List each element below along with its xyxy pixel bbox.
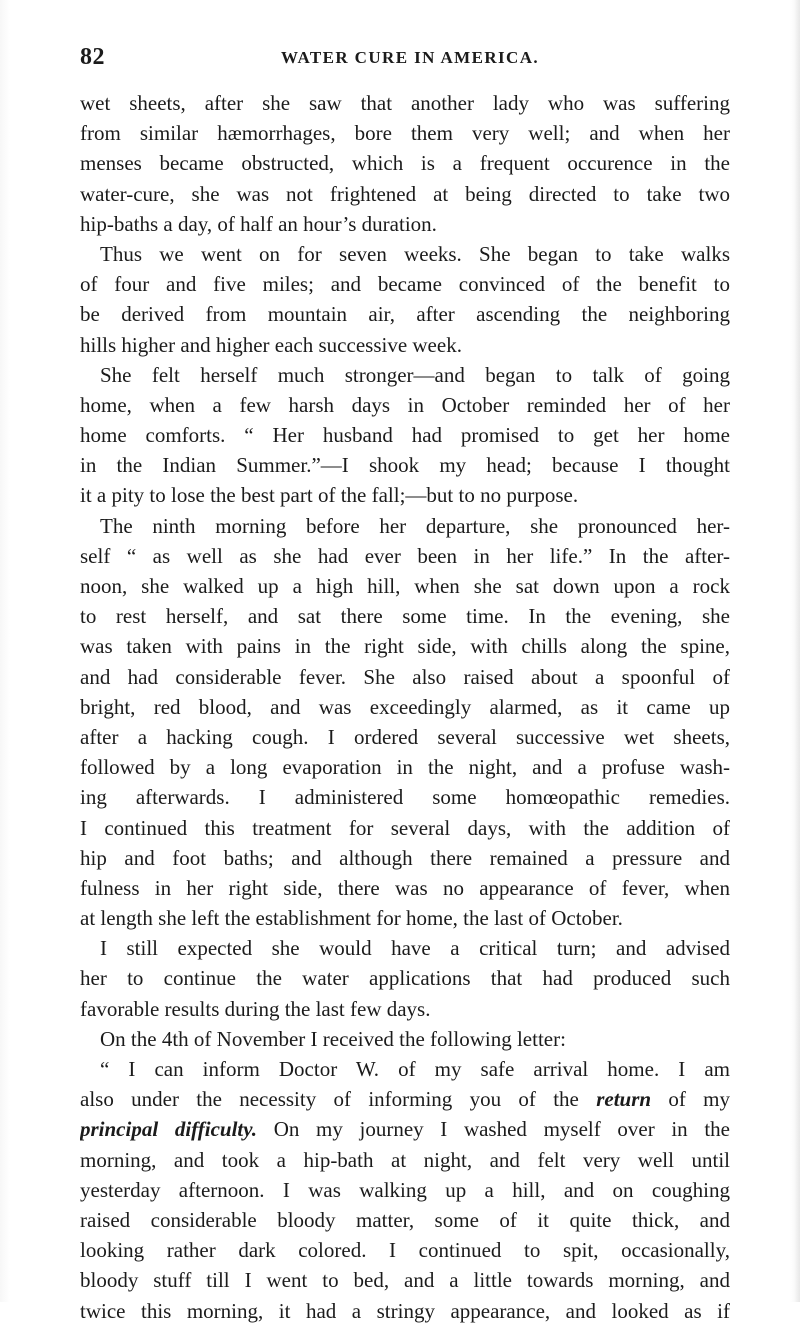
text-segment: also under the necessity of informing you of the bbox=[80, 1087, 579, 1112]
text-line: home comforts. “ Her husband had promised to get her home bbox=[80, 423, 730, 448]
text-line: I still expected she would have a critical turn; and advised bbox=[100, 936, 730, 961]
running-head: WATER CURE IN AMERICA. bbox=[280, 48, 540, 67]
text-line: The ninth morning before her departure, she pronounced her- bbox=[100, 513, 730, 538]
text-line: home, when a few harsh days in October reminded her of her bbox=[80, 392, 730, 417]
text-line: She felt herself much stronger—and began to talk of going bbox=[100, 362, 730, 387]
page-header bbox=[80, 44, 740, 74]
text-line: hip and foot baths; and although there remained a pressure and bbox=[80, 845, 730, 870]
text-line: “ I can inform Doctor W. of my safe arrival home. I am bbox=[100, 1057, 730, 1081]
text-line: morning, and took a hip-bath at night, and felt very well until bbox=[80, 1147, 730, 1172]
text-segment: On my journey I washed myself over in the bbox=[257, 1117, 730, 1142]
text-line: be derived from mountain air, after ascending the neighboring bbox=[80, 302, 730, 327]
text-line bbox=[80, 1114, 730, 1144]
text-line: favorable results during the last few days. bbox=[80, 996, 431, 1021]
text-line: to rest herself, and sat there some time. In the evening, she bbox=[80, 604, 730, 629]
text-line: fulness in her right side, there was no appearance of fever, when bbox=[80, 875, 730, 900]
text-line: from similar hæmorrhages, bore them very well; and when her bbox=[80, 121, 730, 146]
text-line: menses became obstructed, which is a frequent occurence in the bbox=[80, 151, 730, 176]
text-line: it a pity to lose the best part of the fall;—but to no purpose. bbox=[80, 483, 579, 508]
text-line: at length she left the establishment for home, the last of October. bbox=[80, 906, 623, 931]
text-line: noon, she walked up a high hill, when she sat down upon a rock bbox=[80, 574, 730, 598]
emphasized-word: return bbox=[596, 1087, 652, 1112]
text-line: On the 4th of November I received the following letter: bbox=[100, 1026, 566, 1051]
text-line: bright, red blood, and was exceedingly alarmed, as it came up bbox=[80, 694, 730, 719]
text-line: her to continue the water applications that had produced such bbox=[80, 966, 730, 991]
text-line: Thus we went on for seven weeks. She began to take walks bbox=[100, 241, 730, 266]
text-line: after a hacking cough. I ordered several successive wet sheets, bbox=[80, 724, 730, 749]
text-line: twice this morning, it had a stringy appearance, and looked as if bbox=[80, 1298, 730, 1323]
text-line: followed by a long evaporation in the night, and a profuse wash- bbox=[80, 755, 730, 780]
text-line: was taken with pains in the right side, with chills along the spine, bbox=[80, 634, 730, 659]
text-line: ing afterwards. I administered some homœopathic remedies. bbox=[80, 785, 730, 810]
text-line: and had considerable fever. She also raised about a spoonful of bbox=[80, 664, 730, 689]
text-line bbox=[80, 1084, 730, 1114]
text-line: raised considerable bloody matter, some of it quite thick, and bbox=[80, 1207, 730, 1232]
text-line: in the Indian Summer.”—I shook my head; because I thought bbox=[80, 453, 730, 478]
text-line: of four and five miles; and became convinced of the benefit to bbox=[80, 272, 730, 297]
page-edge-shadow bbox=[794, 0, 800, 1302]
text-line: yesterday afternoon. I was walking up a hill, and on coughing bbox=[80, 1177, 730, 1202]
text-line: I continued this treatment for several days, with the addition of bbox=[80, 815, 730, 840]
page-number: 82 bbox=[80, 44, 105, 70]
text-line: water-cure, she was not frightened at being directed to take two bbox=[80, 181, 730, 206]
text-line: wet sheets, after she saw that another lady who was suffering bbox=[80, 91, 730, 115]
text-line: hip-baths a day, of half an hour’s duration. bbox=[80, 211, 437, 236]
body-text bbox=[80, 88, 730, 1326]
text-segment: of my bbox=[651, 1087, 730, 1112]
text-line: looking rather dark colored. I continued to spit, occasionally, bbox=[80, 1238, 730, 1263]
text-line: self “ as well as she had ever been in her life.” In the after- bbox=[80, 543, 730, 568]
text-line: bloody stuff till I went to bed, and a little towards morning, and bbox=[80, 1268, 730, 1293]
text-line: hills higher and higher each successive week. bbox=[80, 332, 462, 357]
emphasized-phrase: principal difficulty. bbox=[80, 1117, 258, 1142]
